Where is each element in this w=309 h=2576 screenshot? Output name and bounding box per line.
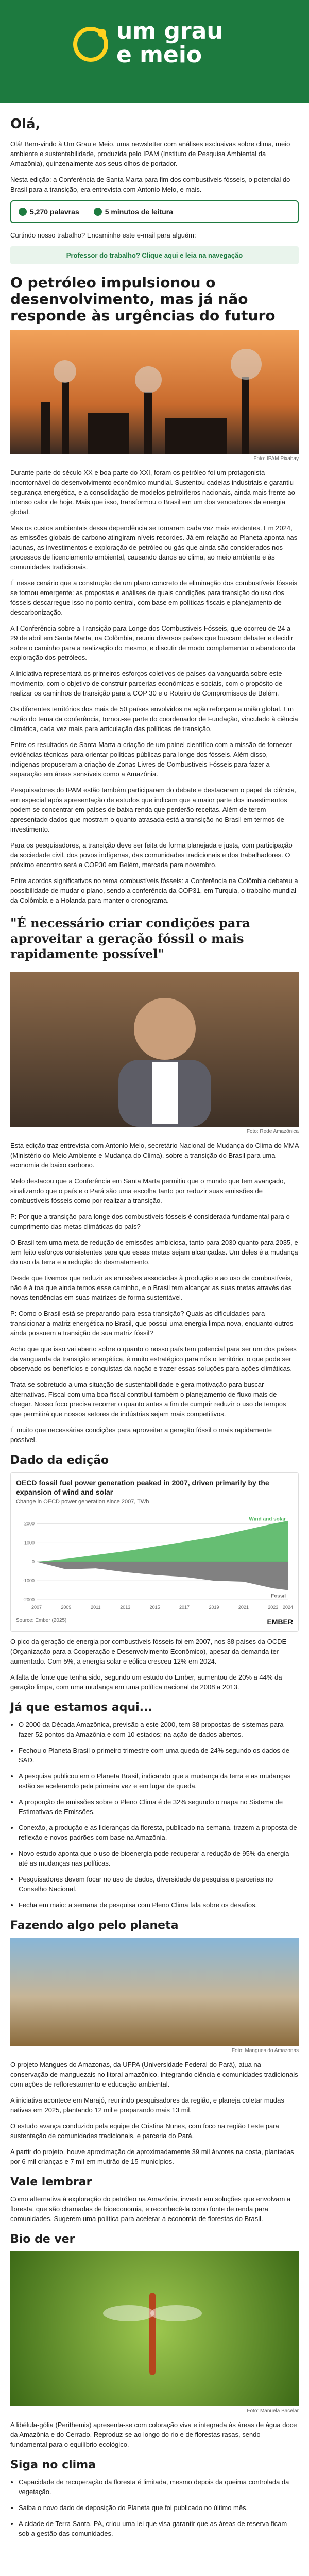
article-paragraph: É nesse cenário que a construção de um plano concreto de eliminação dos combustíveis fósseis se tornou emergente: as propostas e análises de quais condições para transição do uso dos fósseis descarregue isso no ponto central, com base em políticas fiscais e planejamento de descarbonização.: [10, 579, 298, 616]
chart-card: [10, 1472, 299, 1632]
x-tick-label: 2015: [149, 1605, 160, 1610]
clima-item: • Capacidade de recuperação da floresta é limitada, mesmo depois da queima controlada da vegetação.: [19, 2477, 299, 2497]
logo-ring-icon: [73, 27, 108, 62]
article-body: [10, 468, 299, 905]
greeting-title: Olá,: [10, 116, 41, 132]
series-area-wind-and-solar: [37, 1521, 288, 1562]
fazendo-paragraph: O projeto Mangues do Amazonas, da UFPA (Universidade Federal do Pará), atua na conservação de manguezais no litoral amazônico, integrando ciência e comunidades tradicionais com ações de reflorestamento e educação ambiental.: [10, 2061, 298, 2088]
x-tick-label: 2013: [120, 1605, 131, 1610]
section-title-fazendo: Fazendo algo pelo planeta: [10, 1919, 179, 1932]
interview-paragraph: O Brasil tem uma meta de redução de emissões ambiciosa, tanto para 2030 quanto para 2035, e tem feito esforços consistentes para que essas metas sejam alcançadas. Um deles é a mudança do uso da terra e a redução do desmatamento.: [10, 1239, 298, 1266]
already-item: • O 2000 da Década Amazônica, previsão a este 2000, tem 38 propostas de sistemas para fazer 52 pontos da Amazônia e com 10 estados; na ação de dados abertos.: [19, 1720, 299, 1739]
article-paragraph: Entre os resultados de Santa Marta a criação de um painel científico com a missão de fornecer evidências técnicas para orientar políticas públicas para longe dos fósseis. Além disso, indígenas propuseram a criação de Zonas Livres de Combustíveis Fósseis para fazer a separação em áreas sensíveis como a Amazônia.: [10, 741, 293, 778]
chart-source: Source: Ember (2025): [16, 1618, 67, 1623]
already-item: • A pesquisa publicou em o Planeta Brasil, indicando que a mudança da terra e as mudanças estão se acelerando pela primeira vez e em lugar de queda.: [19, 1771, 299, 1791]
photo-credit: Foto: Manuela Bacelar: [247, 2408, 299, 2414]
fazendo-paragraph: O estudo avança conduzido pela equipe de Cristina Nunes, com foco na região Leste para sustentação de comunidades tradicionais, e parceria do Pará.: [10, 2122, 279, 2140]
refinery-silhouette: [10, 330, 299, 454]
article-paragraph: Mas os custos ambientais dessa dependência se tornaram cada vez mais evidentes. Em 2024, as emissões globais de carbono atingiram níveis recordes. Já em relação ao Planeta aponta nas lacunas, as investimentos e exploração de petróleo ou gás que ainda são considerados nos processos de licenciamento ambiental, causando danos ao clima, ao meio ambiente e às comunidades tradicionais.: [10, 524, 298, 571]
brand-logo: [116, 20, 223, 67]
area-chart: [16, 1509, 293, 1612]
photo-credit: Foto: Rede Amazônica: [246, 1129, 299, 1134]
clima-list: [10, 2477, 299, 2538]
document-icon: [19, 208, 27, 216]
fazendo-paragraph: A iniciativa acontece em Marajó, reunindo pesquisadores da região, e planeja coletar mudas nativas em 2025, plantando 12 mil e preparando mais 13 mil.: [10, 2096, 284, 2114]
data-body: [10, 1637, 299, 1692]
y-tick-label: 2000: [24, 1521, 35, 1527]
reading-time: 5 minutos de leitura: [94, 208, 173, 216]
article-paragraph: Pesquisadores do IPAM estão também participaram do debate e destacaram o papel da ciência, em especial após apresentação de estudos que indicam que a maior parte dos investimentos podem se concentrar em países de baixa renda que perderão receitas. Além de terem apresentado dados que mostram o quanto atrasada está a transição no Brasil em termos de investimento.: [10, 786, 297, 833]
section-title-ver: Bio de ver: [10, 2233, 75, 2246]
article-paragraph: A iniciativa representará os primeiros esforços coletivos de países da vanguarda sobre este movimento, com o objetivo de construir parcerias econômicas e sociais, com o propósito de realizar os caminhos de transição para a COP 30 e o Roteiro de Compromissos de Belém.: [10, 670, 283, 697]
x-tick-label: 2007: [31, 1605, 42, 1610]
x-tick-label: 2023: [268, 1605, 279, 1610]
fazendo-paragraph: A partir do projeto, houve aproximação de aproximadamente 39 mil árvores na costa, plantadas por 6 mil crianças e 7 mil em mutirão de 15 municípios.: [10, 2148, 294, 2165]
clima-item: • Saiba o novo dado de deposição do Planeta que foi publicado no último mês.: [19, 2503, 299, 2513]
data-paragraph: A falta de fonte que tenha sido, segundo um estudo do Ember, aumentou de 20% a 44% da geração limpa, com uma mudança em uma política nacional de 2008 a 2013.: [10, 1673, 282, 1691]
dragonfly-illustration: [10, 2251, 299, 2406]
share-prompt: Curtindo nosso trabalho? Encaminhe este e-mail para alguém:: [10, 231, 196, 239]
series-area-fossil: [37, 1562, 288, 1590]
chart-subtitle: Change in OECD power generation since 2007, TWh: [16, 1499, 149, 1505]
data-paragraph: O pico da geração de energia por combustíveis fósseis foi em 2007, nos 38 países da OCDE (Organização para a Cooperação e Desenvolvimento Econômico), apesar da demanda ter aumentado. Com 5%, a energia solar e eólica cresceu 12% em 2024.: [10, 1638, 287, 1665]
section-title-data: Dado da edição: [10, 1454, 109, 1467]
y-tick-label: -2000: [22, 1597, 35, 1602]
series-label: Wind and solar: [249, 1516, 286, 1522]
ver-text: A libélula-gólia (Perithemis) apresenta-se com coloração viva e integrada às áreas de água doce da Amazônia e do Cerrado. Reproduz-se ao longo do rio e de florestas rasas, sendo fundamental para o equilíbrio ecológico.: [10, 2421, 297, 2448]
x-tick-label: 2019: [209, 1605, 219, 1610]
interview-paragraph: Trata-se sobretudo a uma situação de sustentabilidade e gera motivação para buscar alternativas. Fiscal com uma boa fiscal contribui também o planejamento de fluxo mais de chegar. Nosso foco precisa recorrer o quanto antes a fim de cumprir reduzir o uso de tempos que permitirá que nossos setores de indústrias sejam mais competitivos.: [10, 1381, 286, 1418]
reading-stats: [10, 200, 299, 223]
x-tick-label: 2021: [238, 1605, 249, 1610]
already-item: • Fechou o Planeta Brasil o primeiro trimestre com uma queda de 24% segundo os dados de SAD.: [19, 1745, 299, 1765]
brand-line-2: e meio: [116, 42, 202, 68]
interview-paragraph: P: Por que a transição para longe dos combustíveis fósseis é considerada fundamental para o cumprimento das metas climáticas do país?: [10, 1213, 290, 1230]
interview-paragraph: Esta edição traz entrevista com Antonio Melo, secretário Nacional de Mudança do Clima do MMA (Ministério do Meio Ambiente e Mudança do Clima), sobre a transição do Brasil para uma economia de baixo carbono.: [10, 1142, 299, 1169]
photo-credit: Foto: Mangues do Amazonas: [231, 2048, 299, 2054]
already-item: • Fecha em maio: a semana de pesquisa com Pleno Clima fala sobre os desafios.: [19, 1900, 299, 1910]
interview-paragraph: Desde que tivemos que reduzir as emissões associadas à produção e ao uso de combustíveis, não é à toa que ainda temos esse caminho, e o Brasil tem alcançar as suas metas através das novas tendências em suas matrizes de forma sustentável.: [10, 1274, 293, 1301]
dragonfly-photo: [10, 2251, 299, 2406]
already-item: • A proporção de emissões sobre o Pleno Clima é de 32% segundo o mapa no Sistema de Estimativas de Emissões.: [19, 1797, 299, 1817]
pull-quote: "É necessário criar condições para aproveitar a geração fóssil o mais rapidamente possível": [10, 916, 250, 961]
clima-item: • A cidade de Terra Santa, PA, criou uma lei que visa garantir que as áreas de reserva ficam sob a gestão das comunidades.: [19, 2519, 299, 2538]
section-title-clima: Siga no clima: [10, 2459, 96, 2471]
header: [0, 0, 309, 103]
fazendo-body: [10, 2060, 299, 2166]
interview-paragraph: É muito que necessárias condições para aproveitar a geração fóssil o mais rapidamente possível.: [10, 1426, 272, 1444]
logo-dot-icon: [98, 29, 106, 37]
article-paragraph: Entre acordos significativos no tema combustíveis fósseis: a Conferência na Colômbia debateu a possibilidade de mudar o plano, sendo a conferência da COP31, em Turquia, o trabalho mundial da Colômbia e a Holanda para manter o cronograma.: [10, 877, 298, 904]
y-tick-label: 1000: [24, 1540, 35, 1546]
already-item: • Novo estudo aponta que o uso de bioenergia pode recuperar a redução de 95% da energia até as mudanças nas políticas.: [19, 1849, 299, 1868]
person-silhouette: [10, 972, 299, 1127]
already-list: [10, 1720, 299, 1910]
article-title: O petróleo impulsionou o desenvolvimento, mas já não responde às urgências do futuro: [10, 274, 276, 324]
clock-icon: [94, 208, 102, 216]
interviewee-photo: [10, 972, 299, 1127]
chart-brand: EMBER: [267, 1618, 293, 1626]
share-button[interactable]: Professor do trabalho? Clique aqui e leia na navegação: [10, 246, 299, 264]
section-title-already: Já que estamos aqui...: [10, 1701, 152, 1714]
y-tick-label: -1000: [22, 1578, 35, 1584]
already-item: • Conexão, a produção e as lideranças da floresta, publicado na semana, trazem a proposta de reflexão e novos padrões com base na Amazônia.: [19, 1823, 299, 1842]
y-tick-label: 0: [31, 1559, 35, 1565]
x-tick-label: 2011: [91, 1605, 101, 1610]
greeting-paragraph: Olá! Bem-vindo à Um Grau e Meio, uma newsletter com análises exclusivas sobre clima, meio ambiente e sustentabilidade, produzida pelo IPAM (Instituto de Pesquisa Ambiental da Amazônia), quinzenalmente aos seus olhos de portador.: [10, 140, 290, 167]
already-item: • Pesquisadores devem focar no uso de dados, diversidade de pesquisa e parcerias no Conselho Nacional.: [19, 1874, 299, 1894]
interview-body: [10, 1141, 299, 1445]
x-tick-label: 2017: [179, 1605, 190, 1610]
photo-credit: Foto: IPAM Pixabay: [253, 456, 299, 462]
article-paragraph: Durante parte do século XX e boa parte do XXI, foram os petróleo foi um protagonista incontornável do desenvolvimento econômico mundial. Sustentou cadeias industriais e garantiu segurança energética, e a consolidação de modelos petrolíferos nacionais, ainda mais frente ao intenso calor de hoje. Mais que isso, transformou o Brasil em um dos vencedores da energia global.: [10, 469, 295, 516]
article-paragraph: Para os pesquisadores, a transição deve ser feita de forma planejada e justa, com participação da sociedade civil, dos povos indígenas, das comunidades tradicionais e dos trabalhadores. O próximo encontro será a COP30 em Belém, marcada para novembro.: [10, 841, 293, 869]
interview-paragraph: P: Como o Brasil está se preparando para essa transição? Quais as dificuldades para transicionar a matriz energética no Brasil, que possui uma energia limpa nova, enquanto outros ainda possuem a transição de sua matriz fóssil?: [10, 1310, 294, 1337]
interview-paragraph: Melo destacou que a Conferência em Santa Marta permitiu que o mundo que tem avançado, sinalizando que o país e o Pará são uma escolha tanto por reduzir suas emissões de combustíveis fósseis como por realizar a transição.: [10, 1177, 286, 1205]
chart-title: OECD fossil fuel power generation peaked in 2007, driven primarily by the expansion of wind and solar: [16, 1479, 269, 1496]
interview-paragraph: Acho que que isso vai aberto sobre o quanto o nosso país tem potencial para ser um dos países da vanguarda da transição energética, é muito estratégico para nós o território, o que pode ser observado os benefícios e conquistas da nação e trazer essas soluções para ações climáticas.: [10, 1345, 297, 1372]
refinery-photo: [10, 330, 299, 454]
article-paragraph: A I Conferência sobre a Transição para Longe dos Combustíveis Fósseis, que ocorreu de 24 a 29 de abril em Santa Marta, na Colômbia, reuniu diversos países que buscam debater e decidir sobre o caminho para a realização do mesmo, e discutir de modo complementar o abandono da exploração dos petróleos.: [10, 624, 296, 662]
article-paragraph: Os diferentes territórios dos mais de 50 países envolvidos na ação reforçam a união global. Em razão do tema da conferência, tornou-se parte do coordenador de Fundação, vinculado à ciência climática, cada vez mais para articulação das políticas de transição.: [10, 705, 298, 733]
brand-line-1: um grau: [116, 18, 223, 44]
series-label: Fossil: [271, 1593, 286, 1599]
section-title-vale: Vale lembrar: [10, 2176, 92, 2189]
vale-text: Como alternativa à exploração do petróleo na Amazônia, investir em soluções que envolvam a floresta, que são chamadas de bioeconomia, e reconhecê-la como fonte de renda para comunidades. Sugerem uma política para acelerar a economia de florestas do Brasil.: [10, 2195, 291, 2223]
word-count: 5,270 palavras: [19, 208, 79, 216]
x-tick-label: 2009: [61, 1605, 72, 1610]
mangrove-photo: [10, 1938, 299, 2046]
x-tick-label: 2024: [282, 1605, 293, 1610]
greeting-paragraph: Nesta edição: a Conferência de Santa Marta para fim dos combustíveis fósseis, o potencial do Brasil para a transição, era entrevista com Antonio Melo, e mais.: [10, 176, 290, 193]
